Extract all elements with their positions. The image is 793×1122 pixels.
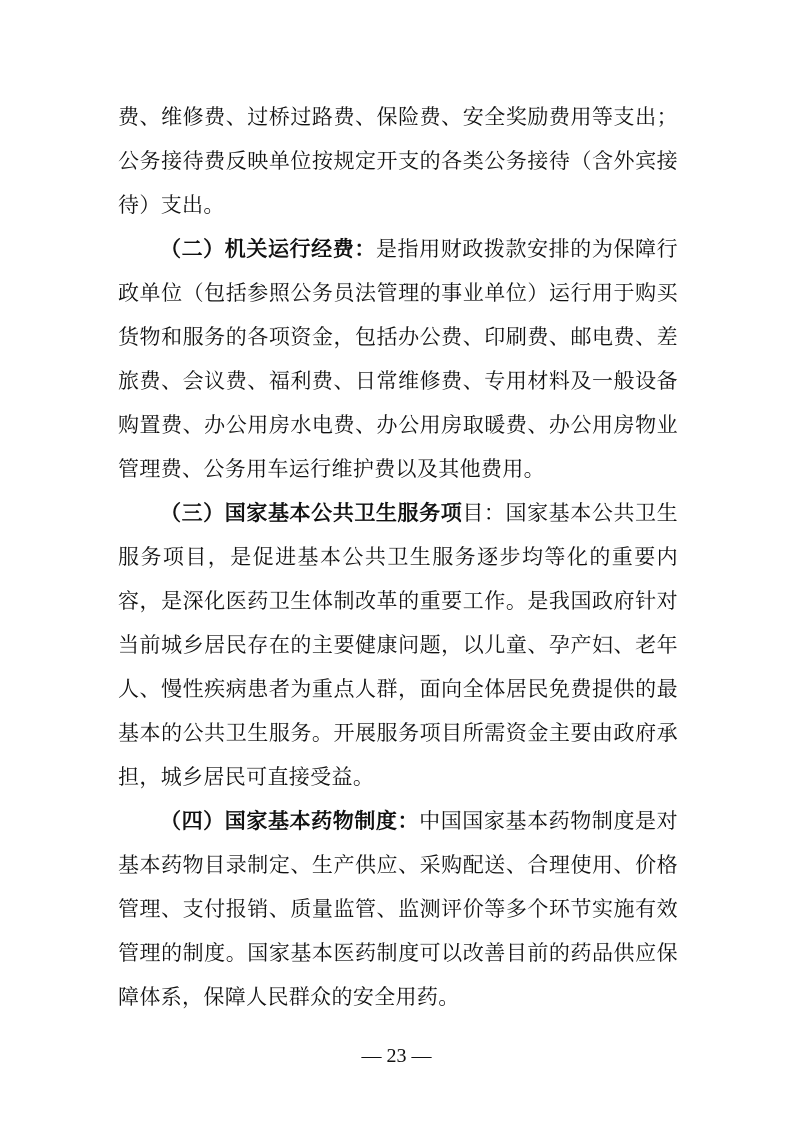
text-line: 管理费、公务用车运行维护费以及其他费用。 [118, 457, 545, 481]
text-line: 担，城乡居民可直接受益。 [118, 765, 375, 789]
text-line: 人、慢性疾病患者为重点人群，面向全体居民免费提供的最 [118, 677, 678, 701]
text-line: 基本的公共卫生服务。开展服务项目所需资金主要由政府承 [118, 721, 678, 745]
text-line: 旅费、会议费、福利费、日常维修费、专用材料及一般设备 [118, 369, 678, 393]
text-line: 政单位（包括参照公务员法管理的事业单位）运行用于购买 [118, 281, 678, 305]
section-heading-3: （三）国家基本公共卫生服务项 [160, 501, 463, 525]
section-heading-2: （二）机关运行经费： [160, 237, 376, 261]
text-line: 基本药物目录制定、生产供应、采购配送、合理使用、价格 [118, 853, 678, 877]
paragraph-first-line [160, 806, 678, 836]
section-heading-4: （四）国家基本药物制度： [160, 809, 420, 833]
text-line: 当前城乡居民存在的主要健康问题，以儿童、孕产妇、老年 [118, 633, 678, 657]
text-line: 费、维修费、过桥过路费、保险费、安全奖励费用等支出； [118, 105, 678, 129]
text-line: 服务项目，是促进基本公共卫生服务逐步均等化的重要内 [118, 545, 678, 569]
paragraph-text: 目：国家基本公共卫生 [462, 501, 679, 525]
text-line: 管理的制度。国家基本医药制度可以改善目前的药品供应保 [118, 941, 678, 965]
text-line: 公务接待费反映单位按规定开支的各类公务接待（含外宾接 [118, 149, 678, 173]
text-line: 待）支出。 [118, 193, 225, 217]
text-line: 管理、支付报销、质量监管、监测评价等多个环节实施有效 [118, 897, 678, 921]
text-line: 容，是深化医药卫生体制改革的重要工作。是我国政府针对 [118, 589, 678, 613]
paragraph-first-line [160, 234, 678, 264]
page-number: — 23 — [361, 1045, 432, 1067]
paragraph-text: 中国国家基本药物制度是对 [419, 809, 678, 833]
text-line: 货物和服务的各项资金，包括办公费、印刷费、邮电费、差 [118, 325, 678, 349]
text-line: 购置费、办公用房水电费、办公用房取暖费、办公用房物业 [118, 413, 678, 437]
paragraph-text: 是指用财政拨款安排的为保障行 [375, 237, 678, 261]
text-line: 障体系，保障人民群众的安全用药。 [118, 985, 460, 1009]
paragraph-first-line [160, 498, 678, 528]
